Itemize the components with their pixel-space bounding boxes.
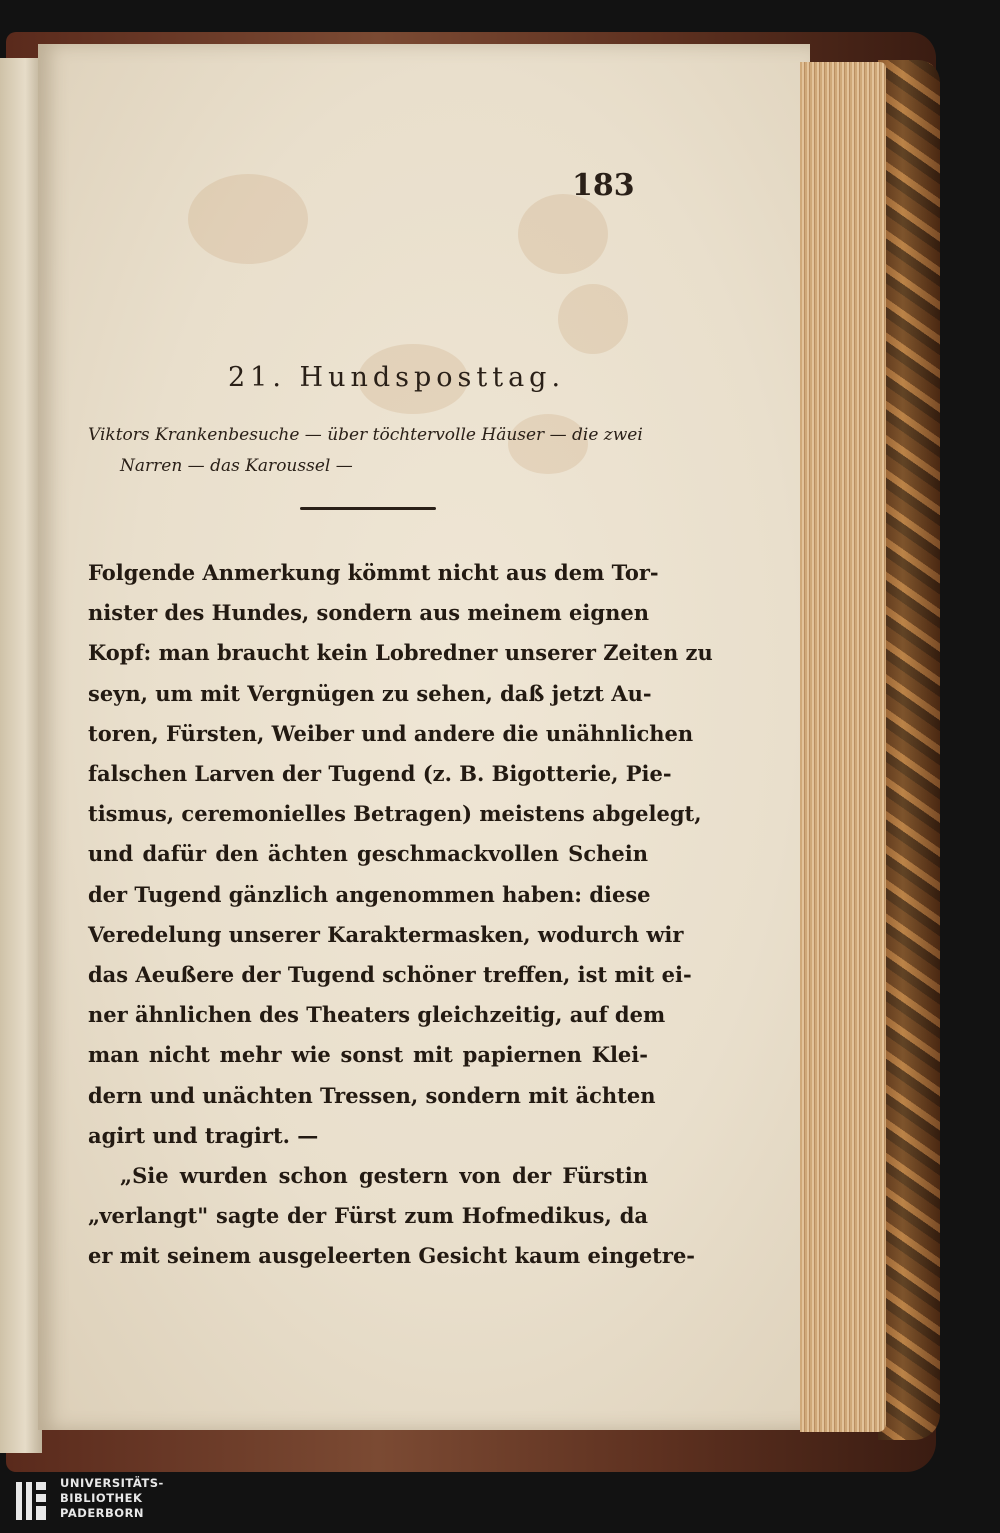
body-line: und dafür den ächten geschmackvollen Schein [88, 841, 648, 867]
body-line: er mit seinem ausgeleerten Gesicht kaum eingetre- [88, 1243, 696, 1269]
body-line: agirt und tragirt. — [88, 1122, 319, 1148]
marbled-cover-edge [878, 60, 940, 1440]
body-line: tismus, ceremonielles Betragen) meistens abgelegt, [88, 801, 702, 827]
library-emblem-icon [12, 1478, 50, 1524]
paper-stain [188, 174, 308, 264]
paper-stain [558, 284, 628, 354]
body-line: „Sie wurden schon gestern von der Fürstin [120, 1163, 648, 1189]
body-text [88, 553, 713, 1277]
body-line: ner ähnlichen des Theaters gleichzeitig, auf dem [88, 1002, 666, 1028]
chapter-title: 21. Hundsposttag. [228, 362, 566, 393]
summary-line: Narren — das Karoussel — [120, 456, 353, 476]
library-name-line: UNIVERSITÄTS- [60, 1476, 164, 1490]
page-edges [800, 62, 886, 1432]
body-line: man nicht mehr wie sonst mit papiernen Klei- [88, 1042, 648, 1068]
body-line: „verlangt" sagte der Fürst zum Hofmedikus, da [88, 1203, 648, 1229]
left-page-edge [0, 58, 42, 1453]
summary-line: Viktors Krankenbesuche — über töchtervolle Häuser — die zwei [88, 425, 643, 445]
paper-stain [518, 194, 608, 274]
body-line: Folgende Anmerkung kömmt nicht aus dem Tor- [88, 560, 659, 585]
body-line: der Tugend gänzlich angenommen haben: diese [88, 881, 651, 907]
body-line: seyn, um mit Vergnügen zu sehen, daß jetzt Au- [88, 680, 652, 706]
library-name-line: PADERBORN [60, 1506, 145, 1520]
body-line: dern und unächten Tressen, sondern mit ächten [88, 1082, 656, 1108]
body-line: Veredelung unserer Karaktermasken, wodurch wir [88, 921, 684, 947]
body-line: Kopf: man braucht kein Lobredner unserer Zeiten zu [88, 640, 713, 666]
body-line: das Aeußere der Tugend schöner treffen, ist mit ei- [88, 962, 692, 988]
library-logo [12, 1476, 212, 1526]
chapter-summary [88, 420, 648, 482]
body-line: nister des Hundes, sondern aus meinem eignen [88, 600, 649, 626]
body-line: toren, Fürsten, Weiber und andere die unähnlichen [88, 720, 694, 746]
library-name-line: BIBLIOTHEK [60, 1491, 143, 1505]
library-name [60, 1476, 164, 1521]
body-line: falschen Larven der Tugend (z. B. Bigotterie, Pie- [88, 761, 672, 787]
divider-rule [300, 507, 436, 510]
page-number: 183 [572, 168, 635, 203]
